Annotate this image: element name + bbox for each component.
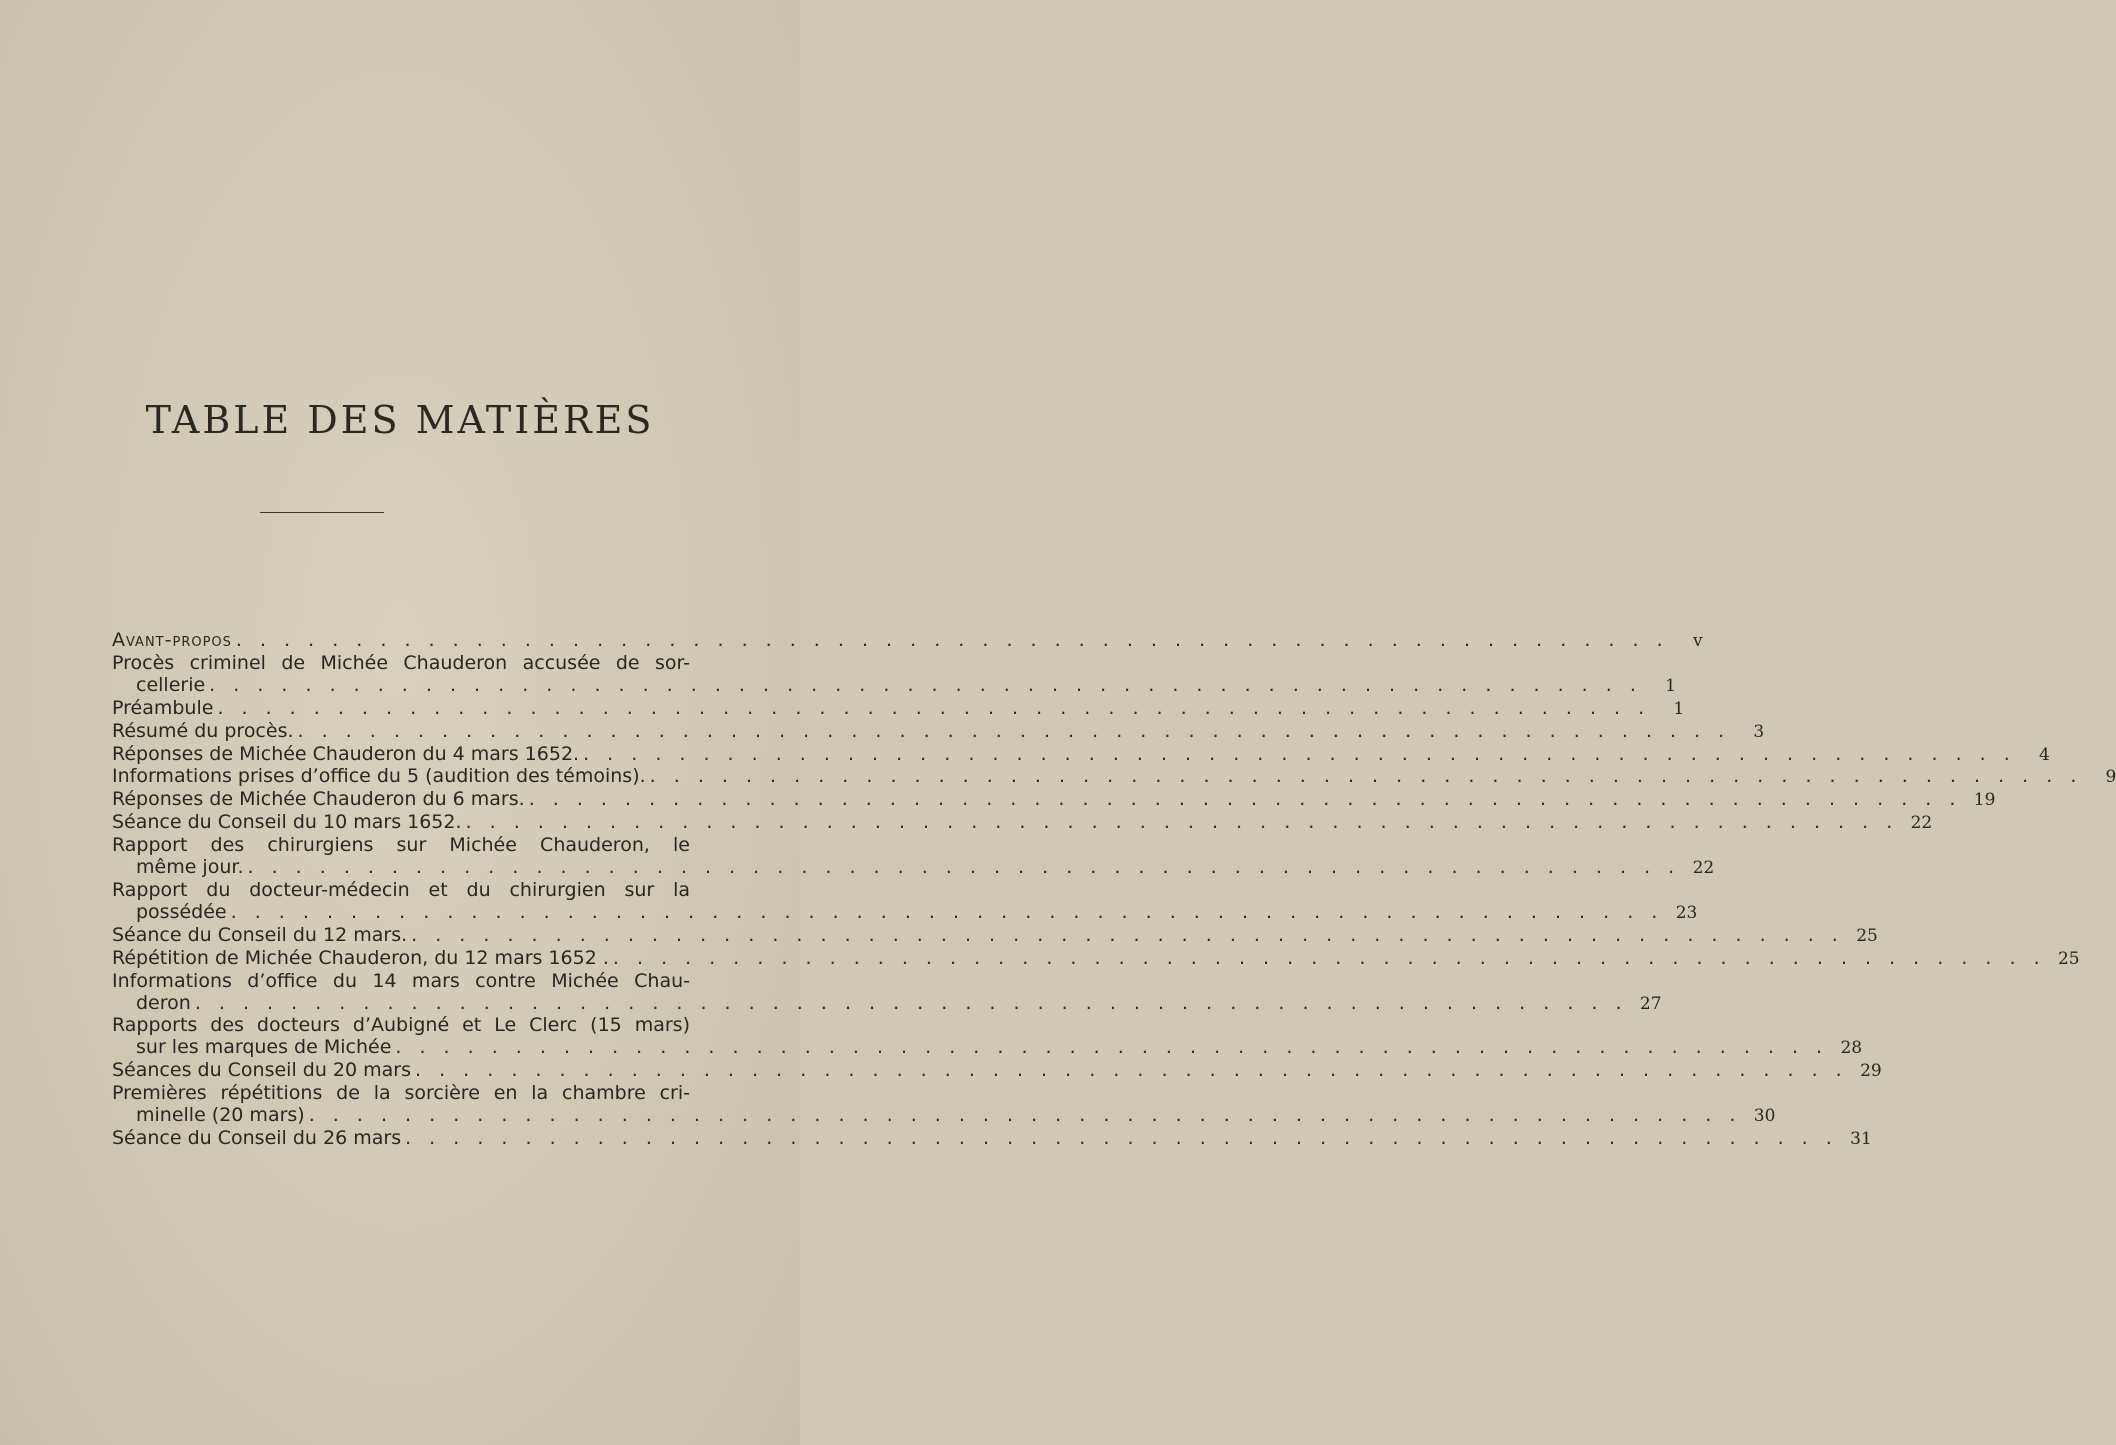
toc-page-number: 27 [1639,993,1662,1014]
toc-entry-text: même jour. [136,856,244,879]
toc-page-number: 1 [1665,675,1676,696]
toc-entry [112,834,1715,880]
toc-entry-line [112,1126,1872,1151]
toc-entry-line [112,923,1878,948]
toc-page-number: 25 [1856,925,1878,946]
toc-entry-line [112,1083,690,1105]
toc-entry-text: Avant-propos [112,629,232,651]
toc-entry-text: possédée [136,900,227,923]
toc-entry [112,696,1685,721]
toc-page-number: v [1693,631,1703,651]
toc-page-number: 9 [2105,767,2116,788]
toc-entry-text: Informations d’office du 14 mars contre Michée Chau- [112,969,690,992]
toc-entry-continuation [112,1104,1776,1128]
toc-entry [112,765,2116,789]
dot-leader: . . . . . . . . . . . . . . . . . . . . . . . . . . . . . . . . . . . . . . . . . . . . . . . . . . . . . . . . . . . . [308,1104,1742,1127]
table-of-contents [112,629,2116,1151]
toc-entry-text: deron [136,991,191,1014]
toc-entry [112,1082,1776,1128]
dot-leader: . . . . . . . . . . . . . . . . . . . . . . . . . . . . . . . . . . . . . . . . . . . . . . . . . . . . . . . . . . . . [612,946,2046,969]
toc-entry [112,629,1703,653]
toc-entry-text: sur les marques de Michée [136,1036,392,1059]
toc-entry [112,1059,1882,1083]
dot-leader: . . . . . . . . . . . . . . . . . . . . . . . . . . . . . . . . . . . . . . . . . . . . . . . . . . . . . . . . . . . . [297,719,1731,742]
toc-entry-text: Séance du Conseil du 12 mars. [112,923,408,946]
toc-entry-line [112,742,2050,767]
toc-page-number: 28 [1840,1038,1863,1059]
toc-entry [112,1014,1863,1060]
toc-entry-text: Premières répétitions de la sorcière en la chambre cri- [112,1082,690,1105]
toc-entry-line [112,629,1703,653]
dot-leader: . . . . . . . . . . . . . . . . . . . . . . . . . . . . . . . . . . . . . . . . . . . . . . . . . . . . . . . . . . . . [235,629,1669,651]
toc-entry-text: Séances du Conseil du 20 mars [112,1059,411,1082]
toc-entry [112,651,1676,698]
toc-entry-text: Procès criminel de Michée Chauderon accusée de sor- [112,651,690,674]
toc-page-number: 22 [1910,813,1933,834]
toc-entry-text: Rapport du docteur-médecin et du chirurgien sur la [112,878,690,901]
dot-leader: . . . . . . . . . . . . . . . . . . . . . . . . . . . . . . . . . . . . . . . . . . . . . . . . . . . . . . . . . . . . [230,900,1664,923]
dot-leader: . . . . . . . . . . . . . . . . . . . . . . . . . . . . . . . . . . . . . . . . . . . . . . . . . . . . . . . . . . . . [411,923,1844,946]
toc-entry-line [112,765,2116,789]
dot-leader: . . . . . . . . . . . . . . . . . . . . . . . . . . . . . . . . . . . . . . . . . . . . . . . . . . . . . . . . . . . . [217,696,1651,719]
toc-entry-line [112,653,690,675]
toc-page-number: 25 [2057,948,2080,969]
toc-entry-text: Séance du Conseil du 10 mars 1652. [112,811,462,834]
toc-entry-line [112,696,1685,721]
toc-entry [112,788,1996,812]
dot-leader: . . . . . . . . . . . . . . . . . . . . . . . . . . . . . . . . . . . . . . . . . . . . . . . . . . . . . . . . . . . . [405,1126,1838,1149]
toc-entry-line [112,946,2080,971]
dot-leader: . . . . . . . . . . . . . . . . . . . . . . . . . . . . . . . . . . . . . . . . . . . . . . . . . . . . . . . . . . . . [194,991,1628,1014]
dot-leader: . . . . . . . . . . . . . . . . . . . . . . . . . . . . . . . . . . . . . . . . . . . . . . . . . . . . . . . . . . . . [649,765,2083,788]
toc-entry-text: cellerie [136,673,206,696]
dot-leader: . . . . . . . . . . . . . . . . . . . . . . . . . . . . . . . . . . . . . . . . . . . . . . . . . . . . . . . . . . . . [465,811,1899,834]
toc-page-number: 31 [1850,1128,1872,1149]
toc-entry-line [112,719,1765,744]
toc-entry [112,719,1765,744]
toc-page-number: 23 [1675,902,1698,923]
page-title: TABLE DES MATIÈRES [145,398,655,442]
toc-page-number: 22 [1692,858,1715,879]
toc-entry-continuation [112,856,1715,880]
dot-leader: . . . . . . . . . . . . . . . . . . . . . . . . . . . . . . . . . . . . . . . . . . . . . . . . . . . . . . . . . . . . [415,1059,1848,1082]
dot-leader: . . . . . . . . . . . . . . . . . . . . . . . . . . . . . . . . . . . . . . . . . . . . . . . . . . . . . . . . . . . . [209,673,1642,696]
toc-entry-line [112,835,690,857]
toc-entry-line [112,971,690,993]
toc-entry [112,878,1698,925]
dot-leader: . . . . . . . . . . . . . . . . . . . . . . . . . . . . . . . . . . . . . . . . . . . . . . . . . . . . . . . . . . . . [528,788,1962,811]
toc-entry-text: Rapport des chirurgiens sur Michée Chauderon, le [112,834,690,857]
toc-entry [112,946,2080,971]
toc-entry-text: Répétition de Michée Chauderon, du 12 mars 1652 . [112,946,609,969]
toc-entry [112,1126,1872,1151]
toc-entry-continuation [112,1036,1863,1060]
toc-entry-text: Réponses de Michée Chauderon du 6 mars. [112,788,525,811]
toc-entry-text: Résumé du procès. [112,719,294,742]
toc-entry-text: Préambule [112,696,214,719]
toc-entry-continuation [112,991,1662,1016]
toc-entry-text: Réponses de Michée Chauderon du 4 mars 1652. [112,742,580,765]
toc-entry-line [112,1059,1882,1083]
toc-page-number: 3 [1753,721,1765,742]
dot-leader: . . . . . . . . . . . . . . . . . . . . . . . . . . . . . . . . . . . . . . . . . . . . . . . . . . . . . . . . . . . . [247,856,1681,879]
toc-entry-line [112,788,1996,812]
toc-page-number: 19 [1973,790,1996,811]
toc-entry-continuation [112,673,1676,698]
toc-entry-line [112,1015,690,1037]
toc-entry-line [112,880,690,902]
toc-entry-continuation [112,900,1698,925]
toc-entry-line [112,811,1933,835]
toc-entry-text: Séance du Conseil du 26 mars [112,1126,402,1149]
toc-entry [112,969,1662,1016]
toc-entry-text: minelle (20 mars) [136,1104,305,1127]
toc-entry-text: Informations prises d’office du 5 (audition des témoins). [112,765,646,788]
toc-page-number: 4 [2038,744,2050,765]
toc-page-number: 30 [1753,1106,1776,1127]
title-rule [260,512,384,513]
dot-leader: . . . . . . . . . . . . . . . . . . . . . . . . . . . . . . . . . . . . . . . . . . . . . . . . . . . . . . . . . . . . [583,742,2016,765]
toc-entry-text: Rapports des docteurs d’Aubigné et Le Clerc (15 mars) [112,1014,690,1037]
toc-entry [112,811,1933,835]
toc-entry [112,742,2050,767]
toc-page-number: 29 [1860,1061,1882,1082]
toc-entry [112,923,1878,948]
toc-page-number: 1 [1673,698,1685,719]
dot-leader: . . . . . . . . . . . . . . . . . . . . . . . . . . . . . . . . . . . . . . . . . . . . . . . . . . . . . . . . . . . . [395,1036,1829,1059]
